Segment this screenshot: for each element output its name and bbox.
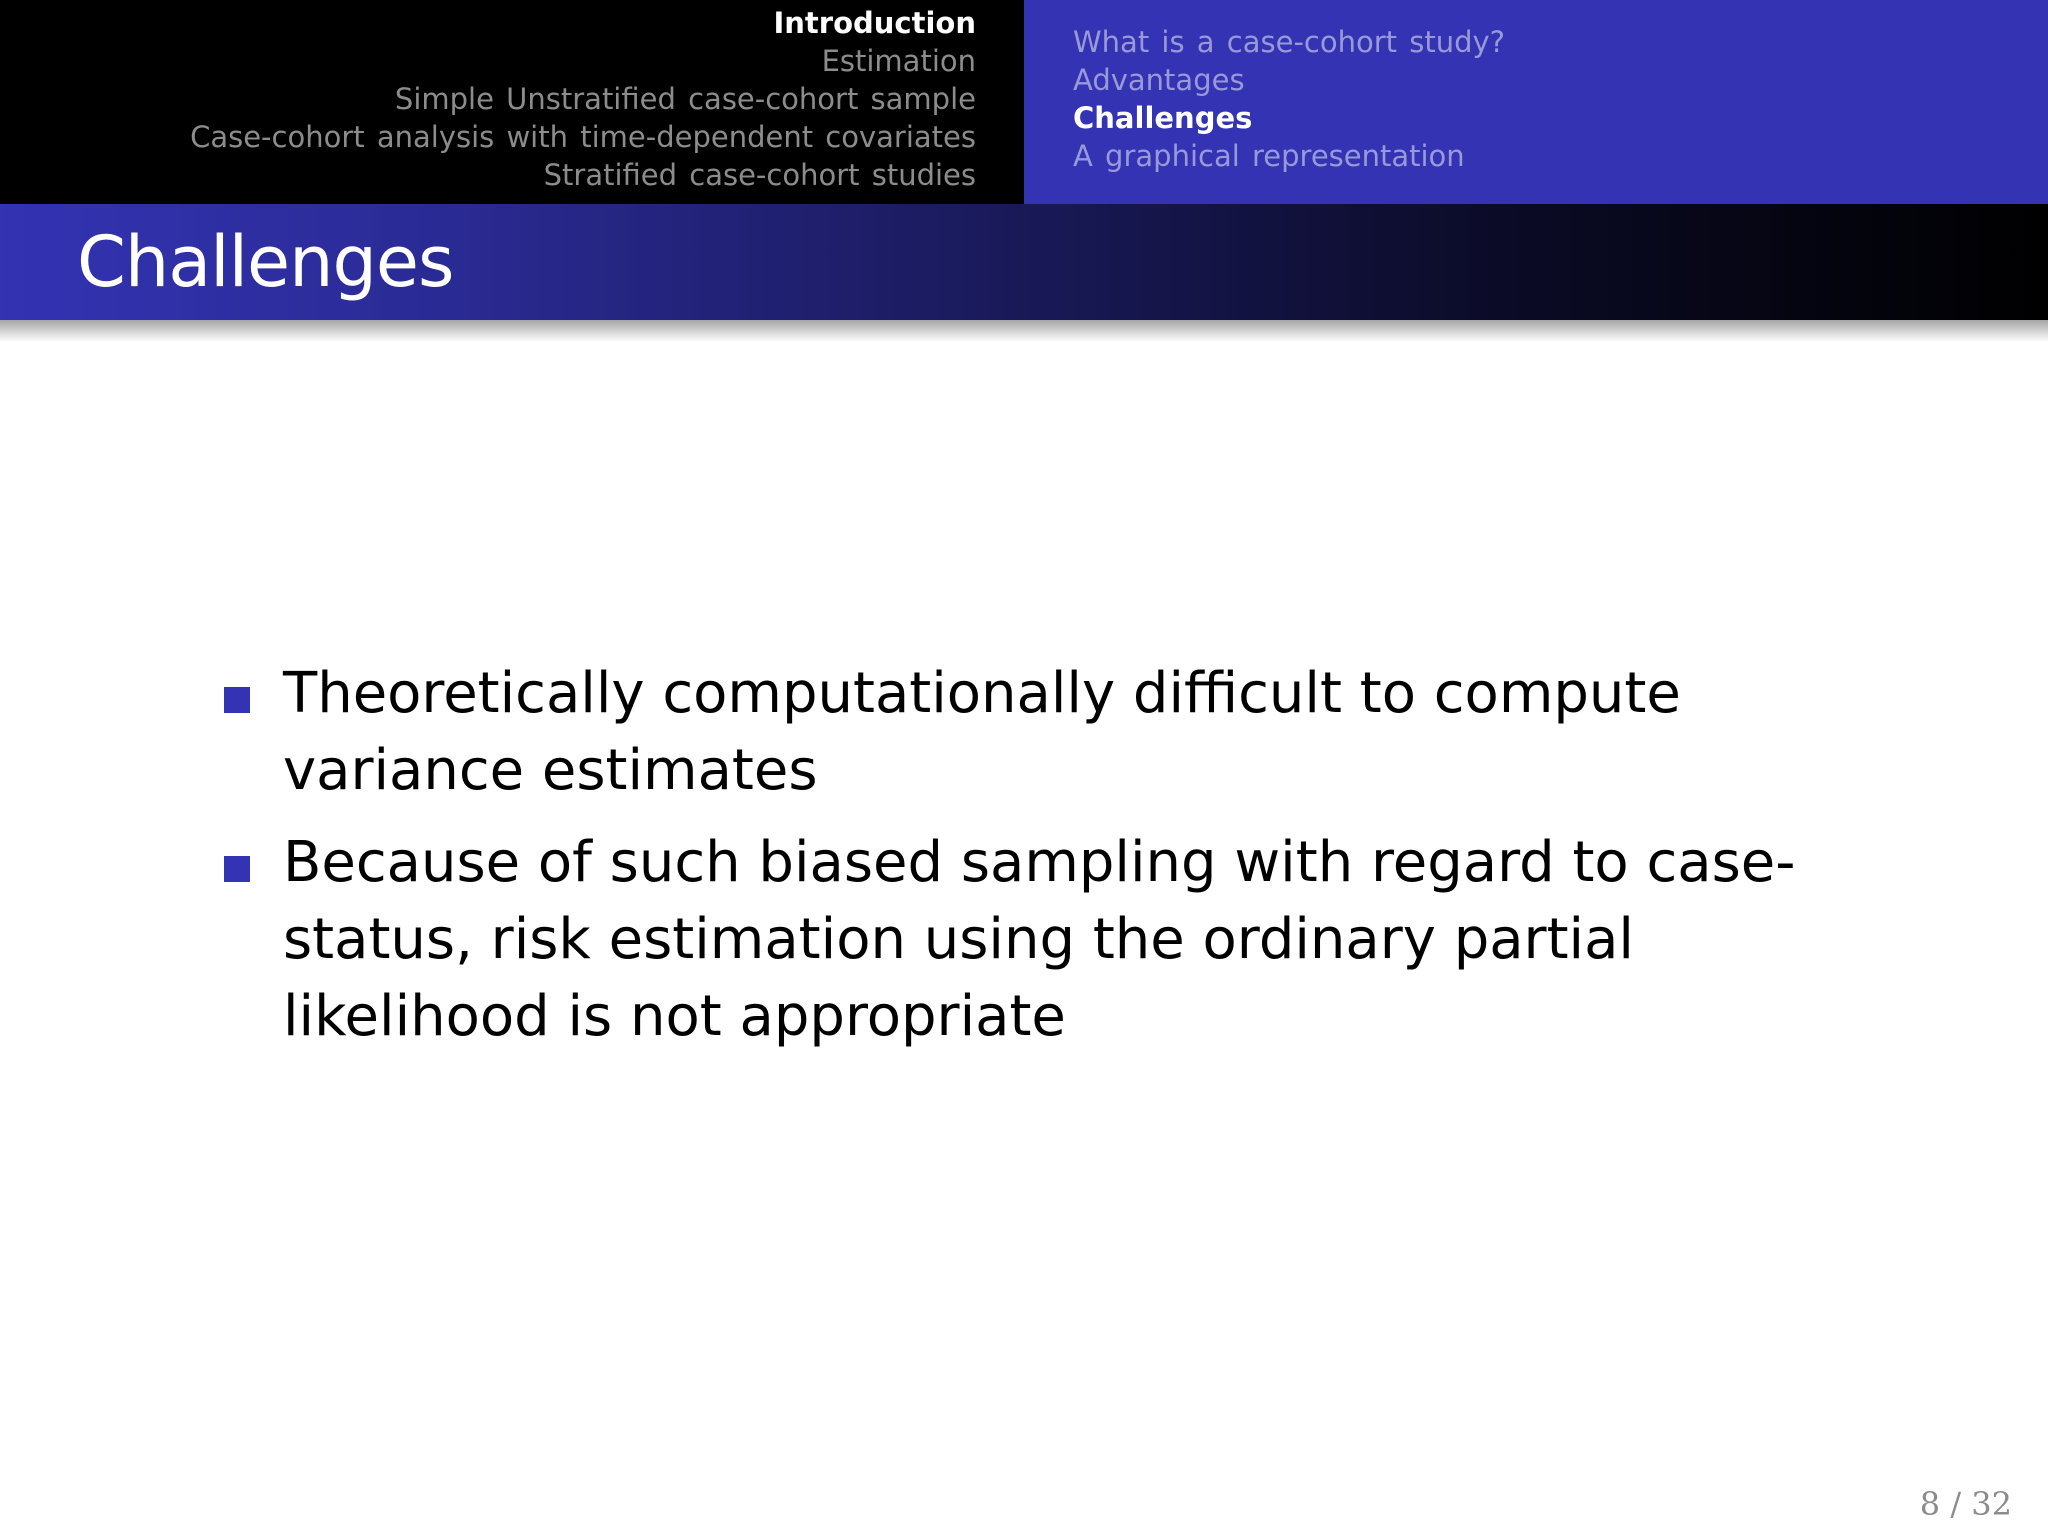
nav-subsection-graphical[interactable]: A graphical representation (1073, 139, 1465, 173)
nav-section-stratified[interactable]: Stratified case-cohort studies (543, 158, 976, 192)
frame-title-bar (0, 204, 2048, 320)
nav-section-introduction[interactable]: Introduction (773, 6, 976, 40)
nav-subsection-what-is[interactable]: What is a case-cohort study? (1073, 25, 1506, 59)
title-bar-shadow (0, 320, 2048, 342)
bullet-list (222, 655, 1872, 1070)
page-number: 8 / 32 (1919, 1485, 2012, 1523)
section-list (190, 4, 976, 194)
subsection-navigation (1024, 0, 2048, 204)
nav-subsection-challenges[interactable]: Challenges (1073, 101, 1253, 135)
subsection-list (1073, 23, 1505, 175)
bullet-item (222, 655, 1872, 809)
square-bullet-icon (224, 856, 250, 882)
nav-section-time-dependent[interactable]: Case-cohort analysis with time-dependent covariates (190, 120, 976, 154)
frame-title: Challenges (77, 221, 454, 303)
nav-subsection-advantages[interactable]: Advantages (1073, 63, 1245, 97)
nav-section-estimation[interactable]: Estimation (821, 44, 976, 78)
nav-section-simple-unstratified[interactable]: Simple Unstratified case-cohort sample (394, 82, 976, 116)
bullet-item (222, 824, 1872, 1055)
bullet-text: Because of such biased sampling with regard to case-status, risk estimation using the ordinary partial likelihood is not appropriate (283, 830, 1796, 1049)
bullet-text: Theoretically computationally difficult to compute variance estimates (283, 661, 1681, 803)
square-bullet-icon (224, 687, 250, 713)
section-navigation (0, 0, 1024, 204)
